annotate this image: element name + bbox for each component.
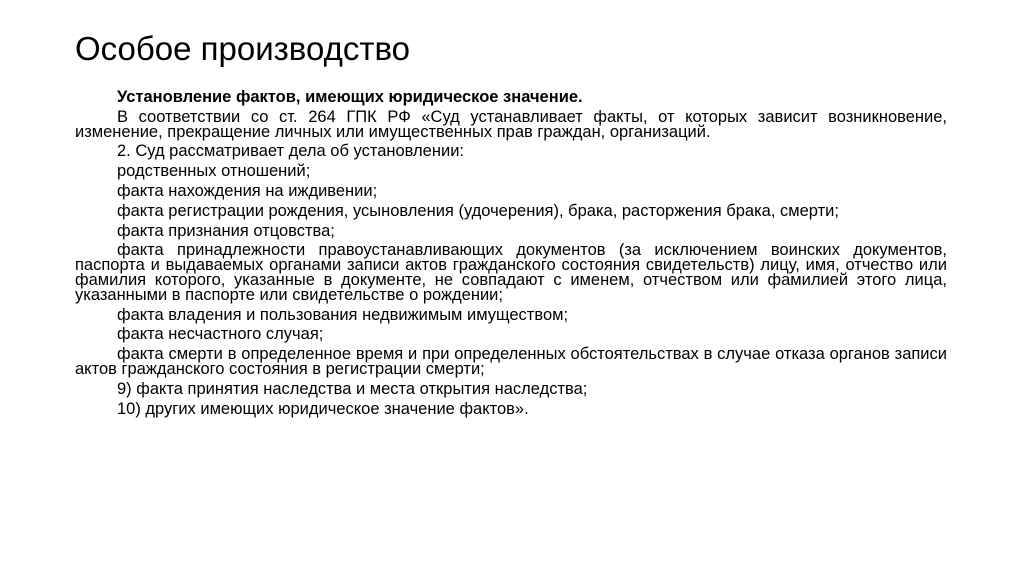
slide-body	[75, 90, 947, 416]
subtitle-paragraph: Установление фактов, имеющих юридическое значение.	[117, 88, 583, 106]
list-item: факта смерти в определенное время и при определенных обстоятельствах в случае отказа органов записи актов гражданского состояния в регистрации смерти;	[75, 345, 947, 378]
list-item: 10) других имеющих юридическое значение фактов».	[117, 399, 529, 418]
list-item: факта нахождения на иждивении;	[117, 181, 378, 200]
intro-paragraph: В соответствии со ст. 264 ГПК РФ «Суд устанавливает факты, от которых зависит возникновение, изменение, прекращение личных или имущественных прав граждан, организаций.	[75, 107, 947, 141]
list-item: факта регистрации рождения, усыновления (удочерения), брака, расторжения брака, смерти;	[117, 201, 839, 220]
list-item: факта владения и пользования недвижимым имуществом;	[117, 305, 569, 324]
list-heading: 2. Суд рассматривает дела об установлении:	[117, 142, 464, 161]
list-item: родственных отношений;	[117, 162, 311, 181]
list-item: факта признания отцовства;	[117, 221, 335, 240]
list-item: факта принадлежности правоустанавливающих документов (за исключением воинских документов, паспорта и выдаваемых органами записи актов гражданского состояния свидетельств) лицу, имя, отчество или фамилия которого, указанные в документе, не совпадают с именем, отчеством или фамилией этого лица, указанными в паспорте или свидетельстве о рождении;	[75, 241, 947, 304]
list-item: 9) факта принятия наследства и места открытия наследства;	[117, 379, 588, 398]
slide-title: Особое производство	[75, 30, 410, 67]
list-item: факта несчастного случая;	[117, 325, 324, 344]
